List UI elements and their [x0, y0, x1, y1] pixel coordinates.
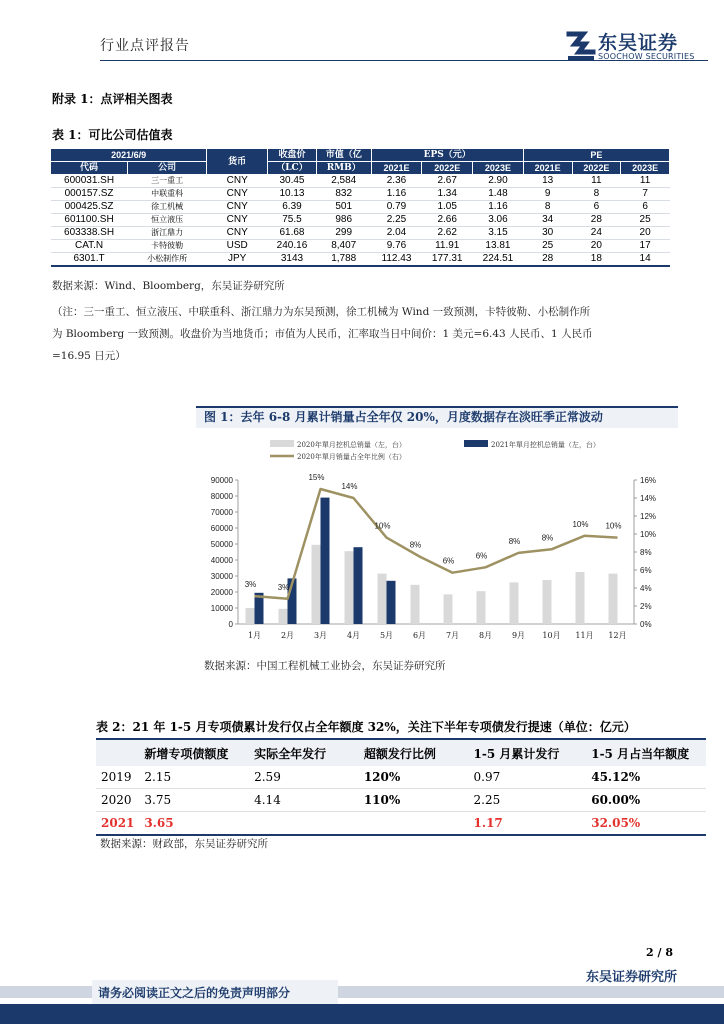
cell-company: 浙江鼎力: [128, 227, 207, 240]
valuation-table: [50, 148, 670, 267]
cell-close: 30.45: [268, 175, 317, 188]
cell-mktcap: 986: [316, 214, 371, 227]
cell-value: [359, 812, 469, 836]
cell-eps: 112.43: [371, 253, 422, 267]
currency-header: 货币: [207, 149, 268, 175]
soochow-logo-icon: [566, 31, 596, 63]
cell-pe: 8: [572, 188, 621, 201]
x-tick-label: 2月: [280, 631, 295, 640]
ratio-data-label: 8%: [508, 536, 521, 546]
cell-company: 小松制作所: [128, 253, 207, 267]
left-tick-label: 60000: [210, 524, 233, 533]
figure1-title: 图 1：去年 6-8 月累计销量占全年仅 20%，月度数据存在淡旺季正常波动: [204, 410, 603, 424]
cell-value: 2.59: [249, 766, 359, 789]
cell-value: 1.17: [469, 812, 587, 836]
table-header-row: [96, 739, 706, 766]
cell-company: 徐工机械: [128, 201, 207, 214]
legend-swatch-2020: [270, 440, 294, 447]
right-tick-label: 2%: [640, 602, 652, 611]
bar-2020: [411, 585, 420, 624]
special-bond-table: [96, 738, 706, 836]
cell-eps: 2.67: [422, 175, 473, 188]
cell-company: 三一重工: [128, 175, 207, 188]
cell-pe: 24: [572, 227, 621, 240]
cell-eps: 2.25: [371, 214, 422, 227]
legend-swatch-2021: [464, 440, 488, 447]
x-tick-label: 10月: [542, 631, 561, 640]
cell-eps: 2.04: [371, 227, 422, 240]
cell-value: 32.05%: [586, 812, 706, 836]
cell-currency: CNY: [207, 201, 268, 214]
cell-value: 4.14: [249, 789, 359, 812]
code-header: 代码: [51, 162, 128, 175]
close-header: 收盘价: [268, 149, 317, 162]
cell-eps: 2.90: [473, 175, 524, 188]
table-row: [96, 789, 706, 812]
ratio-data-label: 14%: [341, 482, 358, 491]
table-row: [51, 253, 670, 267]
cell-pe: 6: [572, 201, 621, 214]
pe-header: PE: [523, 149, 669, 162]
eps-header: EPS（元）: [371, 149, 523, 162]
cell-close: 75.5: [268, 214, 317, 227]
x-tick-label: 3月: [313, 631, 328, 640]
cell-eps: 1.34: [422, 188, 473, 201]
left-tick-label: 10000: [210, 604, 233, 613]
left-tick-label: 30000: [210, 572, 233, 581]
cell-code: 000157.SZ: [51, 188, 128, 201]
left-tick-label: 70000: [210, 508, 233, 517]
col-header: 超额发行比例: [359, 739, 469, 766]
cell-pe: 28: [572, 214, 621, 227]
appendix-title: 附录 1：点评相关图表: [52, 92, 173, 106]
cell-pe: 34: [523, 214, 572, 227]
cell-eps: 13.81: [473, 240, 524, 253]
ratio-data-label: 8%: [409, 540, 422, 550]
table-row: [96, 766, 706, 789]
bar-2021: [387, 581, 396, 624]
cell-pe: 25: [621, 214, 670, 227]
report-type: 行业点评报告: [100, 38, 190, 54]
year-header: 2021E: [523, 162, 572, 175]
col-header: 新增专项债额度: [139, 739, 249, 766]
legend-label-ratio: 2020年單月销量占全年比例（右）: [297, 453, 406, 461]
cell-mktcap: 2,584: [316, 175, 371, 188]
right-tick-label: 4%: [640, 584, 652, 593]
cell-pe: 11: [621, 175, 670, 188]
company-header: 公司: [128, 162, 207, 175]
cell-value: 2.25: [469, 789, 587, 812]
bar-2020: [279, 609, 288, 624]
table-row: [51, 201, 670, 214]
cell-close: 10.13: [268, 188, 317, 201]
cell-value: [249, 812, 359, 836]
cell-eps: 0.79: [371, 201, 422, 214]
bar-2020: [510, 582, 519, 624]
year-header: 2023E: [473, 162, 524, 175]
left-tick-label: 40000: [210, 556, 233, 565]
bar-2020: [609, 574, 618, 624]
cell-year: 2021: [96, 812, 139, 836]
cell-eps: 1.05: [422, 201, 473, 214]
year-header: 2022E: [422, 162, 473, 175]
cell-value: 120%: [359, 766, 469, 789]
cell-mktcap: 832: [316, 188, 371, 201]
cell-value: 3.65: [139, 812, 249, 836]
left-tick-label: 50000: [210, 540, 233, 549]
cell-pe: 13: [523, 175, 572, 188]
bar-2020: [246, 608, 255, 624]
cell-pe: 28: [523, 253, 572, 267]
footer-bar: [0, 1004, 724, 1024]
cell-eps: 1.48: [473, 188, 524, 201]
x-tick-label: 6月: [412, 631, 427, 640]
left-tick-label: 20000: [210, 588, 233, 597]
table2-source: 数据来源：财政部，东吴证券研究所: [100, 838, 268, 850]
table-row: [51, 214, 670, 227]
table-row: [96, 812, 706, 836]
cell-company: 卡特彼勒: [128, 240, 207, 253]
table1-source: 数据来源：Wind、Bloomberg，东吴证券研究所: [52, 280, 285, 292]
figure1-source: 数据来源：中国工程机械工业协会，东吴证券研究所: [204, 660, 446, 672]
logo-wordmark-en: SOOCHOW SECURITIES: [598, 52, 695, 61]
cell-close: 240.16: [268, 240, 317, 253]
cell-close: 6.39: [268, 201, 317, 214]
cell-pe: 20: [621, 227, 670, 240]
table1-note-line1: （注：三一重工、恒立液压、中联重科、浙江鼎力为东吴预测，徐工机械为 Wind 一致预测，卡特彼勒、小松制作所: [52, 306, 591, 318]
table-row: [51, 227, 670, 240]
right-tick-label: 6%: [640, 566, 652, 575]
x-tick-label: 8月: [478, 631, 493, 640]
legend-label-2020: 2020年單月挖机总销量（左，台）: [297, 441, 406, 449]
cell-value: 0.97: [469, 766, 587, 789]
bar-2021: [354, 547, 363, 624]
cell-eps: 2.36: [371, 175, 422, 188]
cell-pe: 11: [572, 175, 621, 188]
cell-eps: 3.06: [473, 214, 524, 227]
date-header: 2021/6/9: [51, 149, 207, 162]
cell-value: 3.75: [139, 789, 249, 812]
x-tick-label: 11月: [575, 631, 594, 640]
ratio-data-label: 10%: [374, 521, 391, 531]
bar-2020: [345, 551, 354, 624]
right-tick-label: 12%: [640, 512, 657, 521]
cell-pe: 6: [621, 201, 670, 214]
right-tick-label: 0%: [640, 620, 652, 629]
ratio-data-label: 10%: [605, 521, 622, 531]
cell-currency: USD: [207, 240, 268, 253]
cell-eps: 177.31: [422, 253, 473, 267]
cell-currency: CNY: [207, 175, 268, 188]
table1-note-line2: 为 Bloomberg 一致预测。收盘价为当地货币；市值为人民币，汇率取当日中间价：1 美元=6.43 人民币、1 人民币: [52, 328, 593, 340]
cell-currency: JPY: [207, 253, 268, 267]
mktcap-header: 市值（亿: [316, 149, 371, 162]
right-tick-label: 10%: [640, 530, 657, 539]
left-tick-label: 0: [228, 620, 233, 629]
cell-currency: CNY: [207, 188, 268, 201]
x-tick-label: 9月: [511, 631, 526, 640]
cell-mktcap: 299: [316, 227, 371, 240]
ratio-data-label: 8%: [541, 533, 554, 543]
col-header: 实际全年发行: [249, 739, 359, 766]
col-header: [96, 739, 139, 766]
bar-2021: [321, 498, 330, 624]
year-header: 2021E: [371, 162, 422, 175]
ratio-line: [255, 489, 618, 599]
cell-mktcap: 8,407: [316, 240, 371, 253]
ratio-data-label: 3%: [277, 582, 290, 592]
ratio-data-label: 6%: [475, 551, 488, 561]
cell-pe: 7: [621, 188, 670, 201]
bar-2020: [576, 572, 585, 624]
cell-eps: 3.15: [473, 227, 524, 240]
cell-year: 2019: [96, 766, 139, 789]
bar-2020: [312, 545, 321, 624]
cell-pe: 14: [621, 253, 670, 267]
cell-value: 2.15: [139, 766, 249, 789]
logo-wordmark: 东吴证券: [598, 32, 679, 54]
excavator-sales-chart: [196, 430, 676, 648]
cell-company: 中联重科: [128, 188, 207, 201]
cell-eps: 1.16: [473, 201, 524, 214]
cell-pe: 25: [523, 240, 572, 253]
cell-code: 603338.SH: [51, 227, 128, 240]
cell-code: CAT.N: [51, 240, 128, 253]
cell-eps: 11.91: [422, 240, 473, 253]
cell-code: 000425.SZ: [51, 201, 128, 214]
cell-close: 61.68: [268, 227, 317, 240]
x-tick-label: 7月: [445, 631, 460, 640]
page-number: 2 / 8: [646, 946, 673, 959]
col-header: 1-5 月累计发行: [469, 739, 587, 766]
ratio-data-label: 6%: [442, 556, 455, 566]
x-tick-label: 4月: [346, 631, 361, 640]
cell-value: 110%: [359, 789, 469, 812]
cell-pe: 20: [572, 240, 621, 253]
col-header: 1-5 月占当年额度: [586, 739, 706, 766]
ratio-data-label: 15%: [308, 473, 325, 482]
year-header: 2022E: [572, 162, 621, 175]
cell-year: 2020: [96, 789, 139, 812]
mktcap-unit-header: RMB）: [316, 162, 371, 175]
table-row: [51, 188, 670, 201]
ratio-data-label: 10%: [572, 519, 589, 529]
cell-pe: 30: [523, 227, 572, 240]
disclaimer-notice: 请务必阅读正文之后的免责声明部分: [92, 980, 338, 1006]
cell-pe: 9: [523, 188, 572, 201]
cell-value: 60.00%: [586, 789, 706, 812]
right-tick-label: 8%: [640, 548, 652, 557]
table2-title: 表 2：21 年 1-5 月专项债累计发行仅占全年额度 32%，关注下半年专项债发行提速（单位：亿元）: [96, 720, 636, 734]
cell-pe: 17: [621, 240, 670, 253]
footer-org: 东吴证券研究所: [586, 970, 678, 985]
left-tick-label: 90000: [210, 476, 233, 485]
bar-2020: [543, 580, 552, 624]
cell-eps: 2.66: [422, 214, 473, 227]
bar-2020: [444, 594, 453, 624]
cell-currency: CNY: [207, 227, 268, 240]
right-tick-label: 14%: [640, 494, 657, 503]
cell-pe: 8: [523, 201, 572, 214]
cell-code: 6301.T: [51, 253, 128, 267]
table-row: [51, 240, 670, 253]
cell-eps: 224.51: [473, 253, 524, 267]
table-row: [51, 175, 670, 188]
cell-code: 601100.SH: [51, 214, 128, 227]
cell-pe: 18: [572, 253, 621, 267]
table1-note-line3: =16.95 日元）: [52, 350, 126, 362]
right-tick-label: 16%: [640, 476, 657, 485]
cell-code: 600031.SH: [51, 175, 128, 188]
cell-close: 3143: [268, 253, 317, 267]
cell-eps: 9.76: [371, 240, 422, 253]
left-tick-label: 80000: [210, 492, 233, 501]
cell-mktcap: 501: [316, 201, 371, 214]
cell-company: 恒立液压: [128, 214, 207, 227]
cell-value: 45.12%: [586, 766, 706, 789]
x-tick-label: 1月: [247, 631, 262, 640]
cell-eps: 2.62: [422, 227, 473, 240]
bar-2020: [378, 574, 387, 624]
legend-label-2021: 2021年單月挖机总销量（左，台）: [491, 441, 600, 449]
x-tick-label: 12月: [608, 631, 627, 640]
x-tick-label: 5月: [379, 631, 394, 640]
cell-eps: 1.16: [371, 188, 422, 201]
cell-mktcap: 1,788: [316, 253, 371, 267]
table1-title: 表 1：可比公司估值表: [52, 128, 173, 142]
cell-currency: CNY: [207, 214, 268, 227]
bar-2020: [477, 591, 486, 624]
year-header: 2023E: [621, 162, 670, 175]
ratio-data-label: 3%: [244, 580, 257, 590]
close-unit-header: （LC）: [268, 162, 317, 175]
